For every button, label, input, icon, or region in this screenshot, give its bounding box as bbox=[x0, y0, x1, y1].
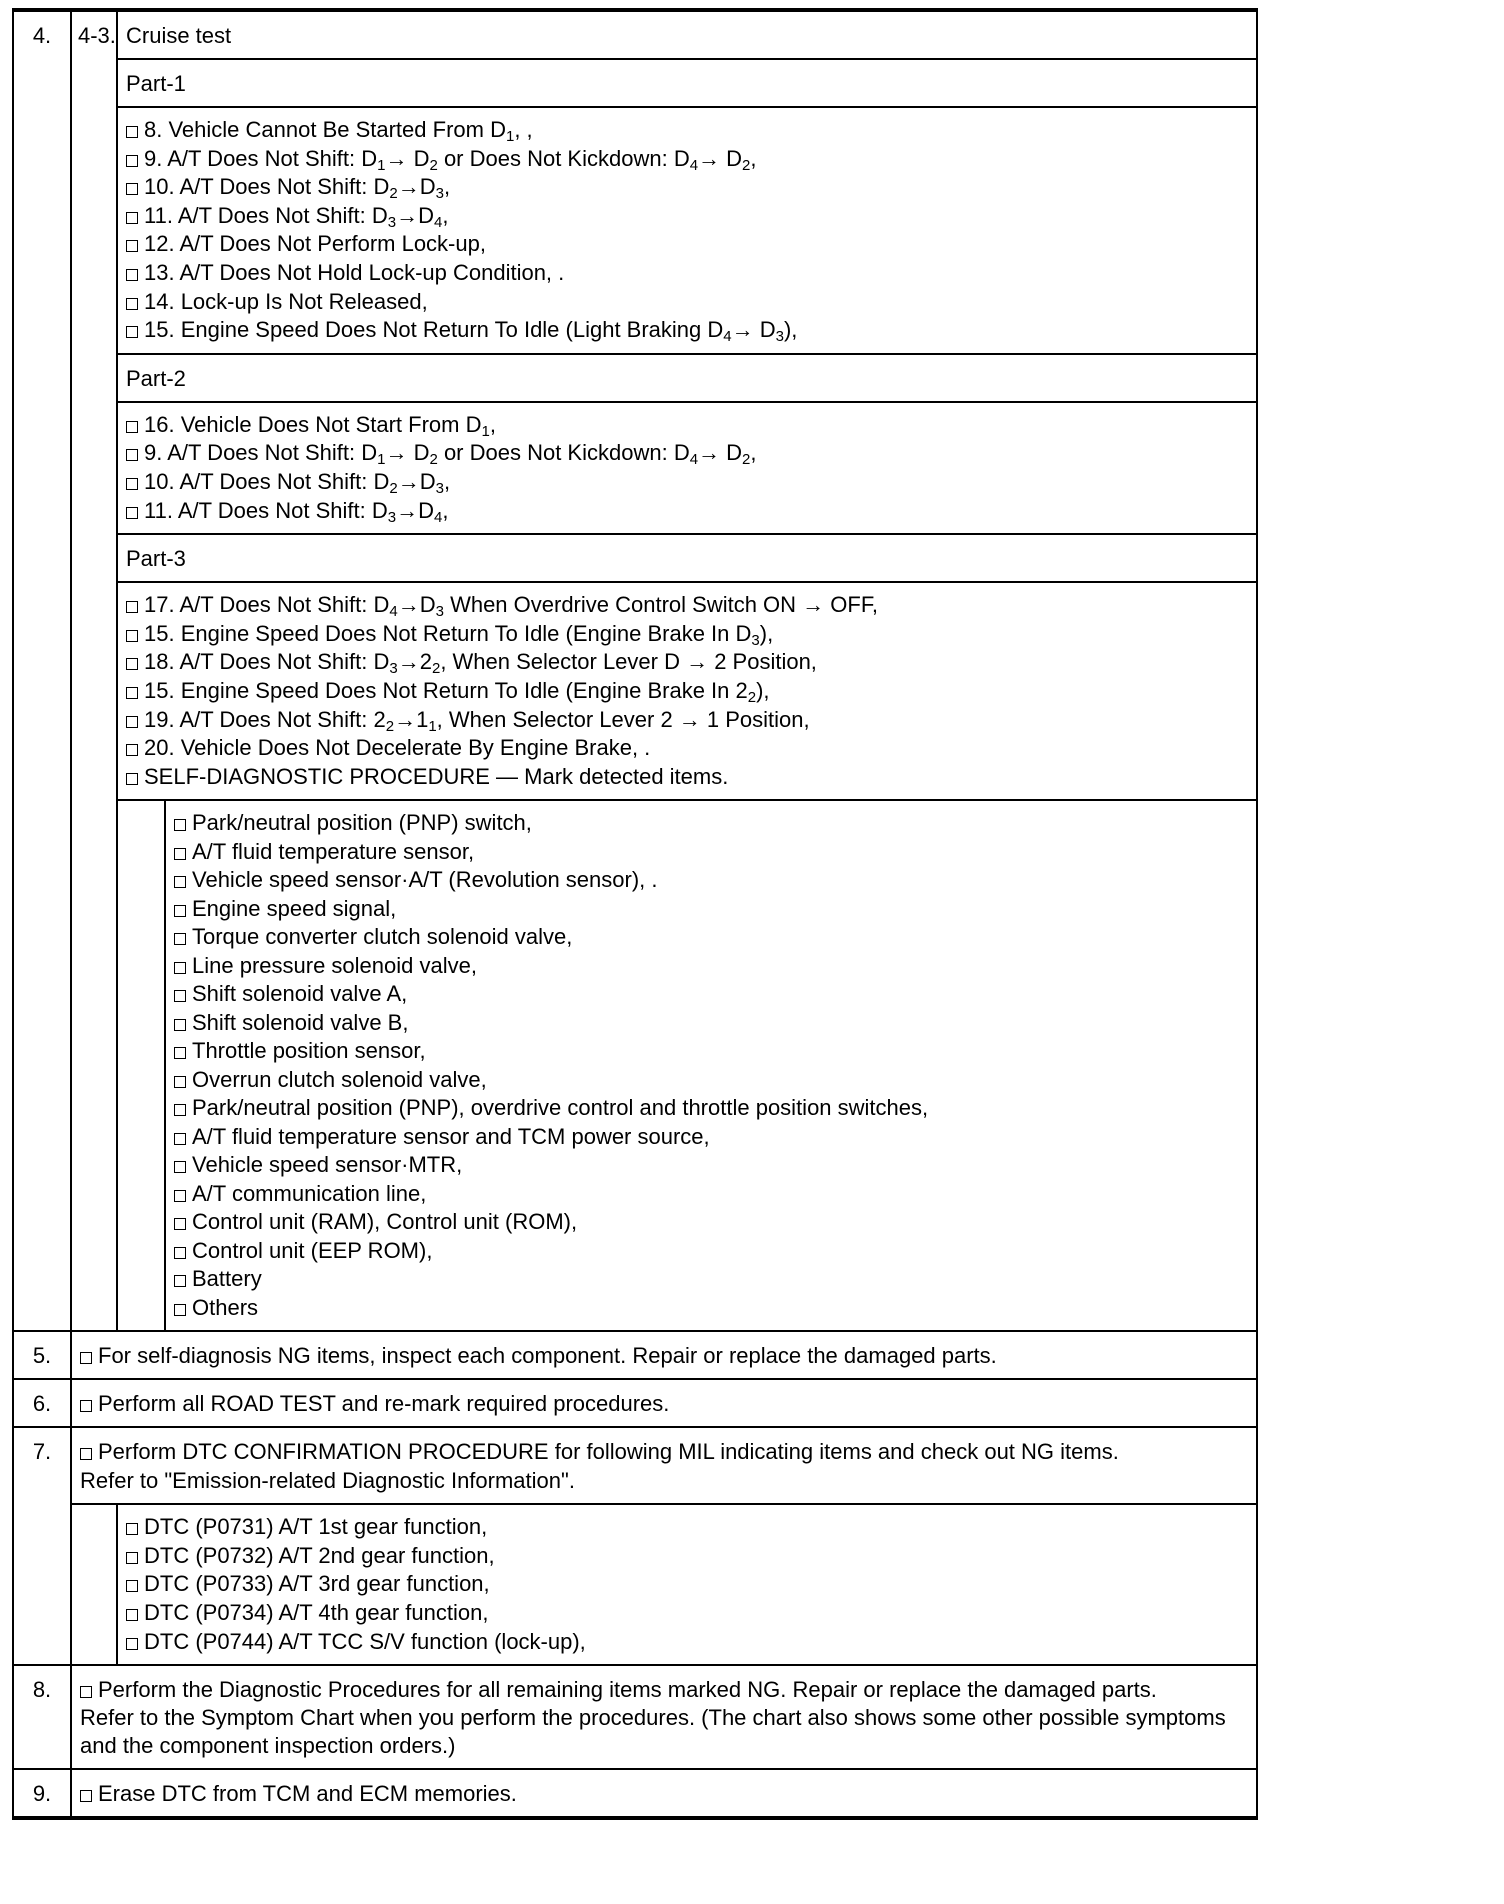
part-1-checkbox[interactable] bbox=[126, 298, 138, 310]
self-diagnostic-item: Park/neutral position (PNP) switch, bbox=[174, 809, 928, 838]
part-3-checkbox[interactable] bbox=[126, 630, 138, 642]
dtc-item: DTC (P0733) A/T 3rd gear function, bbox=[126, 1570, 1248, 1599]
self-diagnostic-checkbox[interactable] bbox=[174, 1047, 186, 1059]
dtc-checkbox[interactable] bbox=[126, 1580, 138, 1592]
cruise-test-title: Cruise test bbox=[117, 10, 1257, 59]
step-9-text: Erase DTC from TCM and ECM memories. bbox=[71, 1769, 1257, 1818]
part-2-checkbox[interactable] bbox=[126, 449, 138, 461]
part-3-list bbox=[117, 582, 1257, 800]
step-8-number: 8. bbox=[13, 1665, 71, 1769]
part-3-checkbox[interactable] bbox=[126, 601, 138, 613]
step-8-text: Perform the Diagnostic Procedures for all remaining items marked NG. Repair or replace the damaged parts. Refer to the Symptom Chart when you perform the procedures. (The chart also shows some other possible symptoms and the component inspection orders.) bbox=[71, 1665, 1257, 1769]
part-1-item: 9. A/T Does Not Shift: $D_1\to D_2$ or Does Not Kickdown: $D_4\to D_2$, bbox=[126, 145, 1248, 174]
step-4-number: 4. bbox=[13, 10, 71, 1331]
step-7-text: Perform DTC CONFIRMATION PROCEDURE for following MIL indicating items and check out NG items. Refer to "Emission-related Diagnostic Information". bbox=[71, 1427, 1257, 1504]
part-2-checkbox[interactable] bbox=[126, 421, 138, 433]
self-diagnostic-item: A/T fluid temperature sensor, bbox=[174, 838, 928, 867]
self-diagnostic-item: Vehicle speed sensor·A/T (Revolution sensor), . bbox=[174, 866, 928, 895]
part-1-checkbox[interactable] bbox=[126, 326, 138, 338]
self-diagnostic-section bbox=[117, 800, 1257, 1331]
part-1-item: 13. A/T Does Not Hold Lock-up Condition, . bbox=[126, 259, 1248, 288]
part-3-item: 15. Engine Speed Does Not Return To Idle (Engine Brake In $D_3$), bbox=[126, 620, 1248, 649]
self-diagnostic-checkbox[interactable] bbox=[174, 1161, 186, 1173]
self-diagnostic-item: Engine speed signal, bbox=[174, 895, 928, 924]
self-diagnostic-item: Vehicle speed sensor·MTR, bbox=[174, 1151, 928, 1180]
step-9-checkbox[interactable] bbox=[80, 1790, 92, 1802]
self-diagnostic-checkbox[interactable] bbox=[174, 1104, 186, 1116]
part-2-item: 10. A/T Does Not Shift: $D_2\to D_3$, bbox=[126, 468, 1248, 497]
part-3-checkbox[interactable] bbox=[126, 773, 138, 785]
dtc-item: DTC (P0744) A/T TCC S/V function (lock-up), bbox=[126, 1628, 1248, 1657]
part-3-checkbox[interactable] bbox=[126, 687, 138, 699]
step-7-indent bbox=[71, 1504, 117, 1665]
part-2-item: 16. Vehicle Does Not Start From $D_1$, bbox=[126, 411, 1248, 440]
step-9-number: 9. bbox=[13, 1769, 71, 1818]
part-1-checkbox[interactable] bbox=[126, 212, 138, 224]
part-2-label: Part-2 bbox=[117, 354, 1257, 402]
step-6-number: 6. bbox=[13, 1379, 71, 1427]
self-diagnostic-checkbox[interactable] bbox=[174, 819, 186, 831]
self-diagnostic-item: Control unit (RAM), Control unit (ROM), bbox=[174, 1208, 928, 1237]
part-2-item: 11. A/T Does Not Shift: $D_3\to D_4$, bbox=[126, 497, 1248, 526]
self-diagnostic-item: Throttle position sensor, bbox=[174, 1037, 928, 1066]
dtc-checkbox[interactable] bbox=[126, 1523, 138, 1535]
step-8-checkbox[interactable] bbox=[80, 1686, 92, 1698]
step-7-reference: Refer to "Emission-related Diagnostic Information". bbox=[80, 1467, 575, 1493]
step-6-checkbox[interactable] bbox=[80, 1400, 92, 1412]
self-diagnostic-checkbox[interactable] bbox=[174, 1076, 186, 1088]
part-3-checkbox[interactable] bbox=[126, 658, 138, 670]
part-1-list bbox=[117, 107, 1257, 354]
self-diagnostic-checkbox[interactable] bbox=[174, 962, 186, 974]
part-1-item: 12. A/T Does Not Perform Lock-up, bbox=[126, 230, 1248, 259]
dtc-item: DTC (P0732) A/T 2nd gear function, bbox=[126, 1542, 1248, 1571]
part-3-item: 15. Engine Speed Does Not Return To Idle (Engine Brake In $2_2$), bbox=[126, 677, 1248, 706]
part-3-checkbox[interactable] bbox=[126, 744, 138, 756]
self-diagnostic-item: Line pressure solenoid valve, bbox=[174, 952, 928, 981]
self-diagnostic-item: Battery bbox=[174, 1265, 928, 1294]
part-1-checkbox[interactable] bbox=[126, 126, 138, 138]
part-1-item: 15. Engine Speed Does Not Return To Idle (Light Braking $D_4\to D_3$), bbox=[126, 316, 1248, 345]
dtc-item: DTC (P0734) A/T 4th gear function, bbox=[126, 1599, 1248, 1628]
step-7-number: 7. bbox=[13, 1427, 71, 1665]
part-3-item: 17. A/T Does Not Shift: $D_4\to D_3$ When Overdrive Control Switch ON → OFF, bbox=[126, 591, 1248, 620]
part-1-item: 14. Lock-up Is Not Released, bbox=[126, 288, 1248, 317]
self-diagnostic-item: Shift solenoid valve B, bbox=[174, 1009, 928, 1038]
step-5-number: 5. bbox=[13, 1331, 71, 1379]
step-5-checkbox[interactable] bbox=[80, 1352, 92, 1364]
diagnostic-worksheet-table bbox=[12, 8, 1258, 1820]
self-diagnostic-checkbox[interactable] bbox=[174, 1247, 186, 1259]
self-diagnostic-checkbox[interactable] bbox=[174, 905, 186, 917]
dtc-item: DTC (P0731) A/T 1st gear function, bbox=[126, 1513, 1248, 1542]
part-1-item: 10. A/T Does Not Shift: $D_2\to D_3$, bbox=[126, 173, 1248, 202]
self-diagnostic-checkbox[interactable] bbox=[174, 1275, 186, 1287]
part-1-item: 11. A/T Does Not Shift: $D_3\to D_4$, bbox=[126, 202, 1248, 231]
self-diagnostic-checkbox[interactable] bbox=[174, 876, 186, 888]
part-2-checkbox[interactable] bbox=[126, 478, 138, 490]
self-diagnostic-checkbox[interactable] bbox=[174, 1133, 186, 1145]
self-diagnostic-checkbox[interactable] bbox=[174, 1304, 186, 1316]
part-3-checkbox[interactable] bbox=[126, 716, 138, 728]
part-3-item: 19. A/T Does Not Shift: $2_2\to 1_1$, When Selector Lever 2 → 1 Position, bbox=[126, 706, 1248, 735]
self-diagnostic-checkbox[interactable] bbox=[174, 990, 186, 1002]
self-diagnostic-checkbox[interactable] bbox=[174, 933, 186, 945]
part-2-list bbox=[117, 402, 1257, 534]
self-diagnostic-item: Others bbox=[174, 1294, 928, 1323]
part-2-checkbox[interactable] bbox=[126, 507, 138, 519]
self-diagnostic-item: A/T communication line, bbox=[174, 1180, 928, 1209]
dtc-checkbox[interactable] bbox=[126, 1638, 138, 1650]
self-diagnostic-item: Control unit (EEP ROM), bbox=[174, 1237, 928, 1266]
self-diagnostic-checkbox[interactable] bbox=[174, 1019, 186, 1031]
self-diagnostic-item: Overrun clutch solenoid valve, bbox=[174, 1066, 928, 1095]
self-diagnostic-item: Shift solenoid valve A, bbox=[174, 980, 928, 1009]
part-3-label: Part-3 bbox=[117, 534, 1257, 582]
part-3-item: SELF-DIAGNOSTIC PROCEDURE — Mark detected items. bbox=[126, 763, 1248, 792]
step-4-3-label: 4-3. bbox=[71, 10, 117, 1331]
part-1-checkbox[interactable] bbox=[126, 155, 138, 167]
self-diagnostic-list bbox=[166, 801, 936, 1330]
step-5-text: For self-diagnosis NG items, inspect each component. Repair or replace the damaged parts. bbox=[71, 1331, 1257, 1379]
part-3-item: 20. Vehicle Does Not Decelerate By Engine Brake, . bbox=[126, 734, 1248, 763]
dtc-checkbox[interactable] bbox=[126, 1609, 138, 1621]
part-1-checkbox[interactable] bbox=[126, 183, 138, 195]
step-6-text: Perform all ROAD TEST and re-mark required procedures. bbox=[71, 1379, 1257, 1427]
dtc-list-cell bbox=[117, 1504, 1257, 1665]
self-diagnostic-item: Park/neutral position (PNP), overdrive control and throttle position switches, bbox=[174, 1094, 928, 1123]
self-diagnostic-item: A/T fluid temperature sensor and TCM power source, bbox=[174, 1123, 928, 1152]
part-1-checkbox[interactable] bbox=[126, 240, 138, 252]
part-3-item: 18. A/T Does Not Shift: $D_3\to 2_2$, When Selector Lever D → 2 Position, bbox=[126, 648, 1248, 677]
step-7-checkbox[interactable] bbox=[80, 1448, 92, 1460]
dtc-checkbox[interactable] bbox=[126, 1552, 138, 1564]
self-diagnostic-item: Torque converter clutch solenoid valve, bbox=[174, 923, 928, 952]
part-1-item: 8. Vehicle Cannot Be Started From $D_1$, , bbox=[126, 116, 1248, 145]
self-diagnostic-checkbox[interactable] bbox=[174, 1190, 186, 1202]
part-1-label: Part-1 bbox=[117, 59, 1257, 107]
self-diagnostic-checkbox[interactable] bbox=[174, 1218, 186, 1230]
self-diagnostic-checkbox[interactable] bbox=[174, 848, 186, 860]
step-8-reference: Refer to the Symptom Chart when you perform the procedures. (The chart also shows some other possible symptoms and the component inspection orders.) bbox=[80, 1705, 1226, 1759]
part-1-checkbox[interactable] bbox=[126, 269, 138, 281]
part-2-item: 9. A/T Does Not Shift: $D_1\to D_2$ or Does Not Kickdown: $D_4\to D_2$, bbox=[126, 439, 1248, 468]
